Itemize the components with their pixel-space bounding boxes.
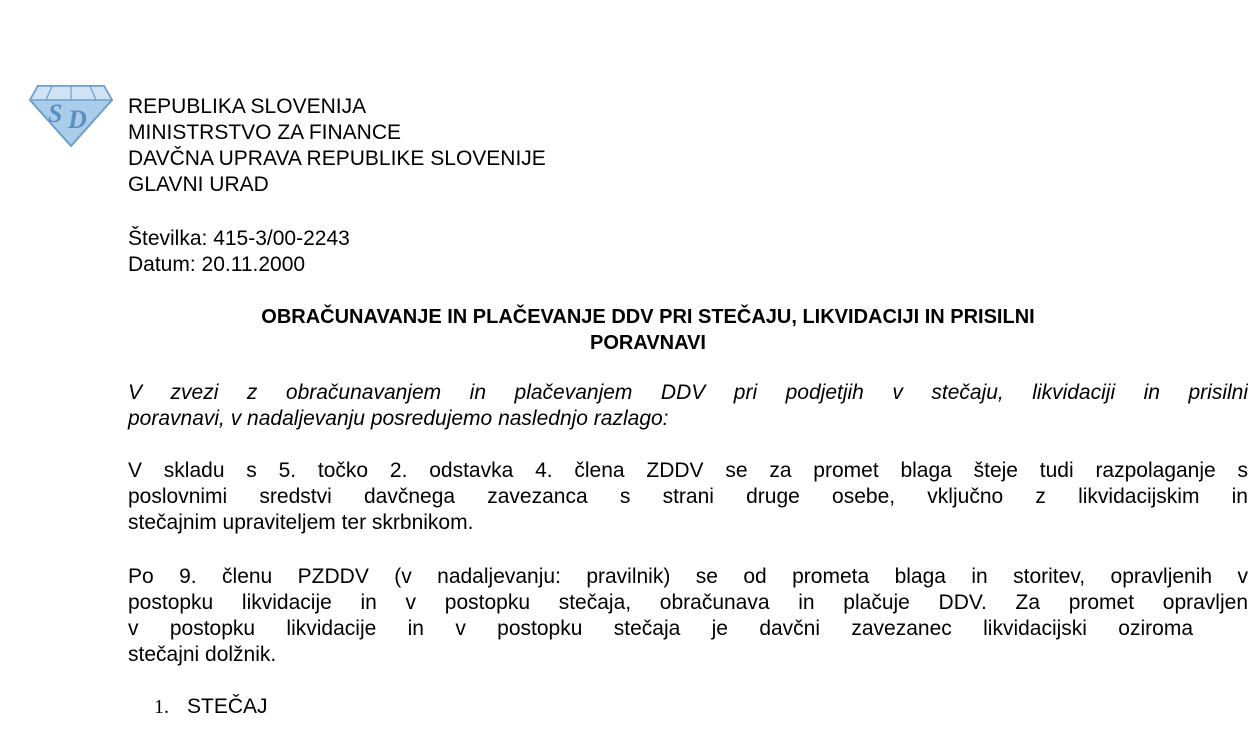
header-line-ministry: MINISTRSTVO ZA FINANCE [128, 121, 402, 144]
title-line-1: OBRAČUNAVANJE IN PLAČEVANJE DDV PRI STEČAJU, LIKVIDACIJI IN PRISILNI [261, 306, 1035, 328]
intro-line-2: poravnavi, v nadaljevanju posredujemo naslednjo razlago: [128, 407, 669, 430]
paragraph-pzddv [128, 564, 1248, 672]
para2-line-4: stečajni dolžnik. [128, 643, 277, 666]
title-line-2: PORAVNAVI [590, 332, 706, 354]
para1-line-2: poslovnimi sredstvi davčnega zavezanca s strani druge osebe, vključno z likvidacijskim in [128, 485, 1248, 508]
document-number: Številka: 415-3/00-2243 [128, 227, 350, 250]
svg-text:S: S [48, 99, 63, 128]
document-date: Datum: 20.11.2000 [128, 253, 306, 276]
para2-line-1: Po 9. členu PZDDV (v nadaljevanju: pravilnik) se od prometa blaga in storitev, opravljenih v [128, 565, 1248, 588]
issuer-header [128, 94, 546, 198]
list-item-label: STEČAJ [187, 695, 268, 718]
header-line-tax-administration: DAVČNA UPRAVA REPUBLIKE SLOVENIJE [128, 147, 546, 170]
durs-logo-icon [28, 78, 114, 148]
paragraph-zddv [128, 458, 1248, 540]
document-meta [128, 226, 350, 278]
intro-paragraph [128, 380, 1248, 436]
para1-line-3: stečajnim upraviteljem ter skrbnikom. [128, 511, 474, 534]
header-line-republic: REPUBLIKA SLOVENIJA [128, 95, 367, 118]
list-item-number: 1. [154, 696, 169, 718]
list-item-bankruptcy [154, 694, 268, 720]
para1-line-1: V skladu s 5. točko 2. odstavka 4. člena ZDDV se za promet blaga šteje tudi razpolaganje s [128, 459, 1248, 482]
intro-line-1: V zvezi z obračunavanjem in plačevanjem DDV pri podjetjih v stečaju, likvidaciji in prisilni [128, 381, 1248, 404]
header-line-head-office: GLAVNI URAD [128, 173, 269, 196]
document-title [128, 304, 1168, 356]
para2-line-3: v postopku likvidacije in v postopku stečaja je davčni zavezanec likvidacijski oziroma [128, 617, 1193, 640]
para2-line-2: postopku likvidacije in v postopku stečaja, obračunava in plačuje DDV. Za promet opravljen [128, 591, 1248, 614]
svg-text:D: D [68, 105, 87, 134]
